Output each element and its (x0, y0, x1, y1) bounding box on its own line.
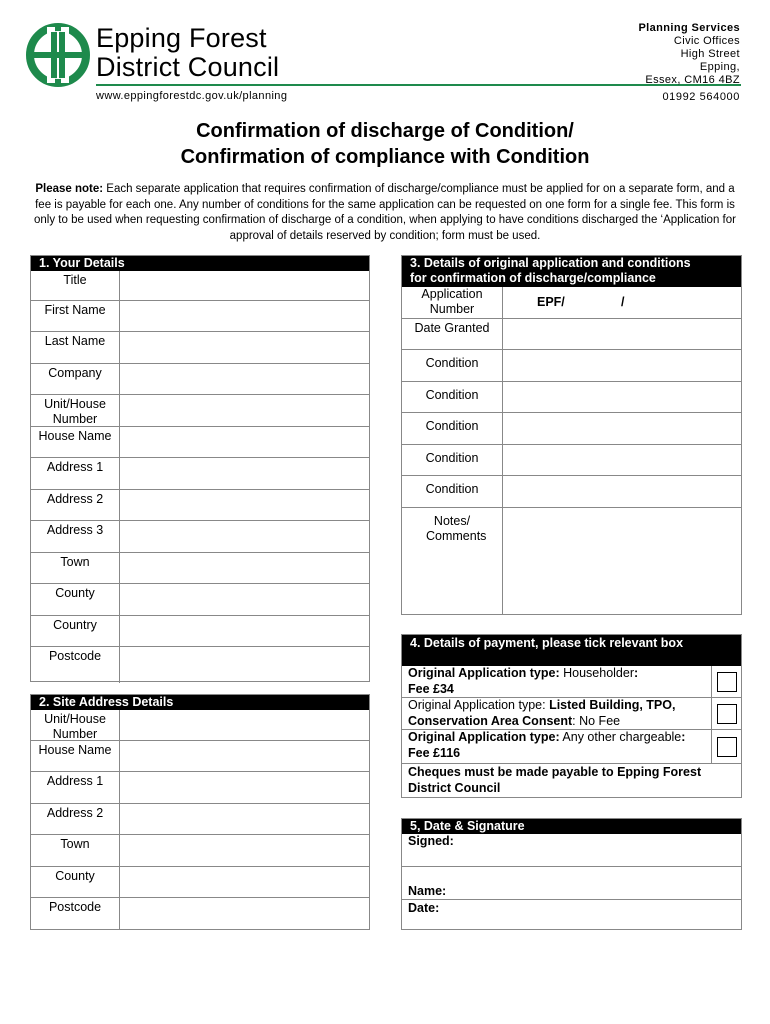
postcode-row (31, 647, 369, 683)
site-address1-input[interactable] (119, 772, 369, 803)
address1-input[interactable] (119, 458, 369, 489)
householder-checkbox[interactable] (717, 672, 737, 692)
company-row (31, 364, 369, 395)
county-input[interactable] (119, 584, 369, 615)
field-label: Unit/House Number (44, 397, 106, 426)
field-label: House Name (38, 429, 112, 443)
title-row (31, 271, 369, 301)
cheque-note: Cheques must be made payable to Epping Forest District Council (408, 765, 702, 795)
payment-option-text: Original Application type: Any other chargeable: Fee £116 (408, 730, 686, 760)
field-label: Condition (425, 388, 479, 402)
town-row (31, 553, 369, 584)
address3-row (31, 521, 369, 553)
field-label: First Name (44, 303, 106, 317)
site-postcode-input[interactable] (119, 898, 369, 929)
epf-prefix: EPF/ (537, 295, 565, 309)
title-input[interactable] (119, 271, 369, 300)
section-heading: 3. Details of original application and conditions for confirmation of discharge/compliance (402, 256, 741, 287)
section-heading: 2. Site Address Details (31, 695, 369, 710)
condition-input[interactable] (502, 413, 741, 444)
section-heading: 1. Your Details (31, 256, 369, 271)
first-name-row (31, 301, 369, 332)
form-title: Confirmation of discharge of Condition/ Confirmation of compliance with Condition (180, 120, 590, 168)
unit-number-row (31, 395, 369, 427)
town-input[interactable] (119, 553, 369, 583)
site-town-row (31, 835, 369, 867)
section-date-signature (401, 818, 742, 930)
field-label: Unit/House Number (44, 712, 106, 741)
please-note: Please note: Each separate application that requires confirmation of discharge/compliance must be applied for on a separate form, and a fee is payable for each one. Any number of conditions for the same application can be requested on one form for a single fee. This form is only to be used when requesting confirmation of discharge of a condition, when applying to have conditions discharged the ‘Application for approval of details reserved by condition; form must be used. (34, 183, 736, 242)
section-heading: 4. Details of payment, please tick relevant box (402, 635, 741, 666)
field-label: Address 1 (46, 774, 104, 788)
last-name-input[interactable] (119, 332, 369, 363)
website-link[interactable]: www.eppingforestdc.gov.uk/planning (96, 90, 288, 102)
site-unit-number-input[interactable] (119, 710, 369, 740)
site-house-name-row (31, 741, 369, 772)
field-label: County (55, 869, 95, 883)
other-chargeable-checkbox[interactable] (717, 737, 737, 757)
organisation-name: Epping Forest District Council (96, 23, 280, 82)
field-label: Condition (425, 419, 479, 433)
council-logo (25, 22, 91, 88)
postcode-input[interactable] (119, 647, 369, 683)
field-label: Last Name (44, 334, 106, 348)
application-number-input[interactable] (502, 287, 741, 318)
field-label: Postcode (48, 649, 102, 663)
county-row (31, 584, 369, 616)
condition-row (402, 350, 741, 382)
country-input[interactable] (119, 616, 369, 646)
field-label: Title (63, 273, 87, 287)
payment-option-other (402, 730, 741, 764)
field-label: Town (60, 837, 90, 851)
section-heading: 5, Date & Signature (402, 819, 741, 834)
name-field[interactable]: Name: (402, 867, 741, 900)
condition-input[interactable] (502, 476, 741, 507)
field-label: County (55, 586, 95, 600)
field-label: Company (48, 366, 102, 380)
listed-building-checkbox[interactable] (717, 704, 737, 724)
last-name-row (31, 332, 369, 364)
field-label: Notes/ Comments (426, 514, 487, 543)
site-address1-row (31, 772, 369, 804)
field-label: House Name (38, 743, 112, 757)
condition-input[interactable] (502, 350, 741, 381)
field-label: Country (53, 618, 97, 632)
site-address2-row (31, 804, 369, 835)
condition-input[interactable] (502, 445, 741, 475)
field-label: Address 3 (46, 523, 104, 537)
condition-row (402, 413, 741, 445)
address1-row (31, 458, 369, 490)
field-label: Condition (425, 356, 479, 370)
site-county-input[interactable] (119, 867, 369, 897)
site-address2-input[interactable] (119, 804, 369, 834)
payment-option-text: Original Application type: Listed Building, TPO, Conservation Area Consent: No Fee (408, 698, 676, 728)
payment-option-text: Original Application type: Householder: Fee £34 (408, 666, 639, 696)
site-house-name-input[interactable] (119, 741, 369, 771)
checkbox-cell (711, 666, 741, 697)
field-label: Condition (425, 451, 479, 465)
section-payment (401, 634, 742, 798)
date-field[interactable]: Date: (408, 901, 440, 915)
signed-field[interactable]: Signed: (402, 834, 741, 867)
payment-option-listed-building (402, 698, 741, 730)
application-number-row (402, 287, 741, 319)
company-input[interactable] (119, 364, 369, 394)
address2-input[interactable] (119, 490, 369, 520)
payment-option-householder (402, 666, 741, 698)
section-original-application (401, 255, 742, 615)
notes-row (402, 508, 741, 614)
epf-separator: / (621, 295, 625, 309)
site-unit-number-row (31, 710, 369, 741)
field-label: Address 2 (46, 806, 104, 820)
site-postcode-row (31, 898, 369, 929)
condition-row (402, 476, 741, 508)
checkbox-cell (711, 698, 741, 729)
address3-input[interactable] (119, 521, 369, 552)
condition-input[interactable] (502, 382, 741, 412)
field-label: Address 2 (46, 492, 104, 506)
first-name-input[interactable] (119, 301, 369, 331)
date-granted-input[interactable] (502, 319, 741, 349)
site-town-input[interactable] (119, 835, 369, 866)
field-label: Town (60, 555, 90, 569)
country-row (31, 616, 369, 647)
house-name-row (31, 427, 369, 458)
date-granted-row (402, 319, 741, 350)
checkbox-cell (711, 730, 741, 763)
council-address: Planning Services Civic Offices High Street Epping, Essex, CM16 4BZ (638, 22, 740, 86)
section-your-details (30, 255, 370, 682)
phone-number: 01992 564000 (662, 91, 740, 103)
site-county-row (31, 867, 369, 898)
field-label: Address 1 (46, 460, 104, 474)
address2-row (31, 490, 369, 521)
unit-number-input[interactable] (119, 395, 369, 426)
notes-textarea[interactable] (502, 508, 741, 614)
condition-row (402, 382, 741, 413)
house-name-input[interactable] (119, 427, 369, 457)
field-label: Date Granted (414, 321, 490, 335)
field-label: Condition (425, 482, 479, 496)
section-site-address (30, 694, 370, 930)
field-label: Postcode (48, 900, 102, 914)
field-label: Application Number (421, 287, 483, 316)
condition-row (402, 445, 741, 476)
